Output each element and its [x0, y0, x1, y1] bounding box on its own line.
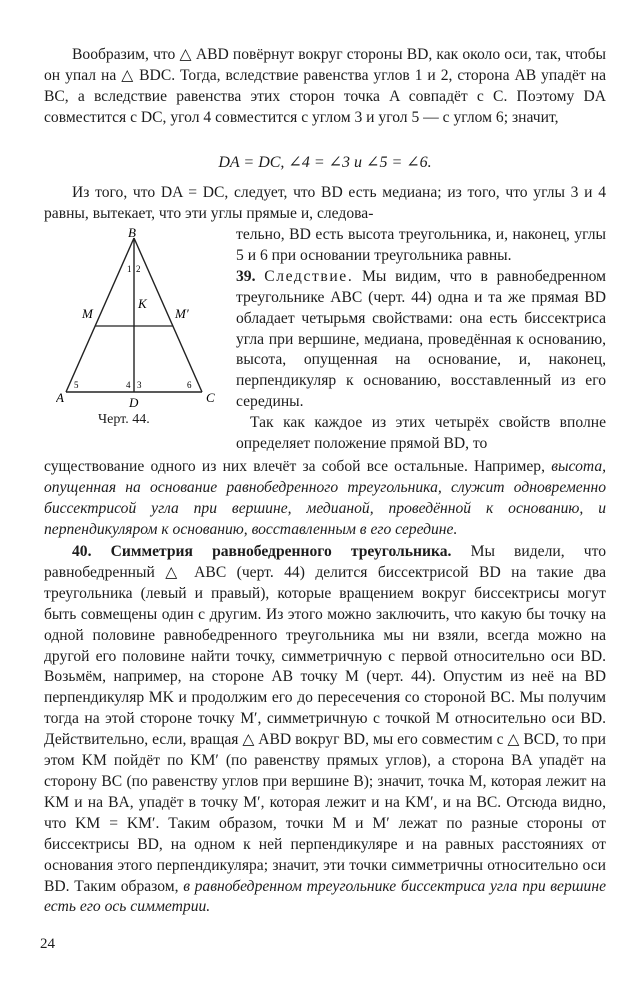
symmetry-text: Мы видели, что равнобедренный △ ABC (черт. 44) делится биссектрисой BD на такие два треугольника (левый и правый), которые вращением вокруг биссектрисы могут быть совмещены один с другим. Из этого можно заключить, что какую бы точку на одной половине равнобедренного треугольника мы ни взяли, всегда можно на другой его половине найти точку, симметричную с первой относительно оси BD. Возьмём, например, на стороне AB точку M (черт. 44). Опустим из неё на BD перпендикуляр MK и продолжим его до пересечения со стороной BC. Мы получим тогда на этой стороне точку M′, симметричную с точкой M относительно оси BD. Действительно, если, вращая △ ABD вокруг BD, мы его совместим с △ BCD, то при этом KM пойдёт по KM′ (по равенству прямых углов), а сторона BA упадёт на сторону BC (по равенству углов при вершине B); значит, точка M, которая лежит на KM и на BA, упадёт в точку M′, которая лежит и на KM′, и на BC. Отсюда видно, что KM = KM′. Таким образом, точки M и M′ лежат по разные стороны от биссектрисы BD, на одном к ней перпендикуляре и на равных расстояниях от основания этого перпендикуляра; значит, эти точки симметричны относительно оси BD. Таким образом,: [44, 543, 606, 895]
angle-label-3: 3: [137, 380, 142, 390]
figure-caption: Черт. 44.: [98, 412, 150, 427]
label-a: A: [56, 390, 64, 405]
angle-label-2: 2: [136, 264, 141, 274]
corollary-number: 39.: [236, 267, 256, 285]
corollary-text: Мы видим, что в равнобедренном треугольнике ABC (черт. 44) одна и та же прямая BD обладает четырьмя свойствами: она есть биссектриса угла при вершине, медиана, проведённая к основанию, высота, опущенная на основание, и, наконец, перпендикуляр к основанию, восставленный из его середины.: [236, 267, 606, 411]
symmetry-italic-text: в равнобедренном треугольнике биссектриса угла при вершине есть его ось симметрии.: [44, 877, 606, 916]
paragraph-corollary: [236, 267, 606, 413]
angle-label-5: 5: [74, 380, 79, 390]
label-d: D: [129, 395, 139, 410]
since-italic-text: высота, опущенная на основание равнобедренного треугольника, служит одновременно биссектрисой угла при вершине, медианой, проведённой к основанию, и перпендикуляром к основанию, восставленным в его середине.: [44, 458, 607, 538]
label-m: M: [82, 306, 93, 321]
paragraph-conclusion-a: Из того, что DA = DC, следует, что BD есть медиана; из того, что углы 3 и 4 равны, вытекает, что эти углы прямые и, следова-: [44, 184, 606, 222]
paragraph-intro: Вообразим, что △ ABD повёрнут вокруг стороны BD, как около оси, так, чтобы он упал на △ BDC. Тогда, вследствие равенства углов 1 и 2, сторона AB упадёт на BC, а вследствие равенства этих сторон точка A совпадёт с C. Поэтому DA совместится с DC, угол 4 совместится с углом 3 и угол 5 — с углом 6; значит,: [44, 46, 606, 126]
formula-equalities: DA = DC, ∠4 = ∠3 и ∠5 = ∠6.: [218, 154, 432, 171]
angle-label-6: 6: [187, 380, 192, 390]
corollary-title: Следствие.: [264, 267, 354, 285]
figure-44: [56, 226, 232, 436]
wrapped-text-block: [236, 225, 606, 455]
paragraph-since-a: Так как каждое из этих четырёх свойств вполне определяет положение прямой BD, то: [236, 414, 606, 453]
label-k: K: [138, 296, 147, 311]
paragraph-conclusion-b: тельно, BD есть высота треугольника, и, наконец, углы 5 и 6 при основании треугольника равны.: [236, 226, 606, 264]
symmetry-title: 40. Симметрия равнобедренного треугольника.: [72, 543, 452, 560]
label-c: C: [206, 390, 215, 405]
since-text: существование одного из них влечёт за собой все остальные. Например,: [44, 458, 546, 475]
side-ab: [66, 238, 134, 392]
label-b: B: [128, 226, 136, 240]
angle-label-1: 1: [127, 264, 132, 274]
triangle-diagram: [56, 226, 232, 416]
page-number: 24: [40, 936, 55, 952]
paragraph-symmetry: [44, 542, 606, 918]
side-bc: [134, 238, 202, 392]
paragraph-since-b: [44, 457, 606, 541]
label-m-prime: M′: [175, 306, 189, 321]
angle-label-4: 4: [126, 380, 131, 390]
